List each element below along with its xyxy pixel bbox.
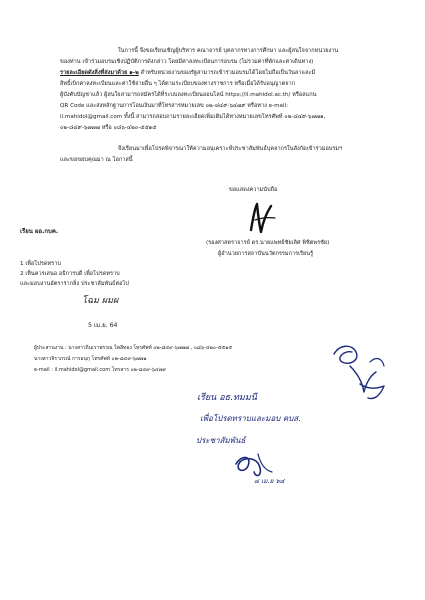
paragraph-line: il.mahidol@gmail.com ทั้งนี้ สามารถสอบถามรายละเอียดเพิ่มเติมได้ทางหมายเลขโทรศัพท์ ๐๒-๘๔๙-๖๗๗๑, bbox=[60, 114, 326, 120]
endorser-signature: โฉม ผมผ bbox=[82, 296, 119, 306]
paragraph-line: และขอขอบคุณมา ณ โอกาสนี้ bbox=[60, 157, 133, 163]
director-signature bbox=[245, 200, 295, 240]
blue-ink-annotation bbox=[330, 340, 390, 405]
contact-line: นางสาวจิราภรณ์ การอนุกุ โทรศัพท์ ๐๒-๘๔๙-๖๗๗๑ bbox=[34, 356, 147, 362]
paragraph-line bbox=[60, 70, 315, 77]
contact-line: ผู้ประสานงาน : นางสาวถิ่นเราพรรณ ไพลีทอง โทรศัพท์ ๐๒-๘๔๙-๖๗๗๗ , ๐๘๖-๔๒๐-๕๕๑๕ bbox=[34, 345, 233, 351]
handwritten-date: ๘ เม.ย ๖๔ bbox=[254, 477, 285, 485]
handwritten-line: ประชาสัมพันธ์ bbox=[196, 436, 246, 445]
closing-text: ขอแสดงความนับถือ bbox=[229, 187, 278, 193]
endorsement-item: 2 เห็นควรเสนอ อธิการบดี เพื่อโปรดทราบ bbox=[20, 271, 120, 277]
endorsement-item: 1 เพื่อโปรดทราบ bbox=[20, 261, 61, 267]
signer-name: (รองศาสตราจารย์ ดร.นายแพทย์ชัยเลิศ พิชิตพรชัย) bbox=[206, 240, 330, 246]
signer-title: ผู้อำนวยการสถาบันนวัตกรรมการเรียนรู้ bbox=[218, 251, 314, 257]
paragraph-line: QR Code และส่งหลักฐานการโอนเงินมาที่โทรสารหมายเลข ๐๒-๘๔๙-๖๔๗๙ หรือทาง e-mail: bbox=[60, 103, 288, 109]
endorsement-item: และมอบงานอัตราร่ากลิ่ง ประชาสัมพันธ์ต่อไป bbox=[20, 281, 129, 287]
endorsement-recipient: เรียน ผอ.กบค. bbox=[20, 228, 59, 235]
attachment-reference: รายละเอียดดังสิ่งที่ส่งมาด้วย ๑-๒ bbox=[60, 70, 139, 76]
endorsement-date: 5 เม.ย. 64 bbox=[88, 322, 118, 329]
paragraph-line: ในการนี้ จึงขอเรียนเชิญผู้บริหาร คณาจารย์ บุคลากรทางการศึกษา และผู้สนใจจากหน่วยงาน bbox=[118, 48, 339, 54]
handwritten-line: เพื่อโปรดทราบและมอบ คบส. bbox=[200, 414, 301, 423]
paragraph-line: สิทธิ์เบิกค่าลงทะเบียนและค่าใช้จ่ายอื่น ๆ ได้ตามระเบียบของทางราชการ หรือเมื่อได้รับอนุญาตจาก bbox=[60, 81, 296, 87]
contact-line: e-mail : il.mahidol@gmail.com โทรสาร ๐๒-๘๔๙-๖๔๗๙ bbox=[34, 367, 167, 373]
paragraph-line: จึงเรียนมาเพื่อโปรดพิจารณาให้ความอนุเคราะห์ประชาสัมพันธ์บุคลากรในสังกัดเข้าร่วมอบรมฯ bbox=[118, 146, 343, 152]
paragraph-text: สำหรับหน่วยงานของรัฐสามารถเข้าร่วมอบรมได้โดยไม่ถือเป็นวันลาและมี bbox=[138, 70, 316, 76]
handwritten-line: เรียน อธ.ทมมนี bbox=[197, 393, 257, 403]
paragraph-line: ๐๒-๘๔๙-๖๗๗๗ หรือ ๐๘๖-๔๒๐-๕๕๑๕ bbox=[60, 125, 157, 131]
paragraph-line: ของท่าน เข้าร่วมอบรมเชิงปฏิบัติการดังกล่าว โดยมีค่าลงทะเบียนการอบรม (ไม่รวมค่าที่พักและค่าเดินทาง) bbox=[60, 59, 314, 65]
paragraph-line: ผู้บังคับบัญชาแล้ว ผู้สนใจสามารถสมัครได้ที่ระบบลงทะเบียนออนไลน์ https://il.mahidol.ac.th/ หรือสแกน bbox=[60, 92, 317, 98]
